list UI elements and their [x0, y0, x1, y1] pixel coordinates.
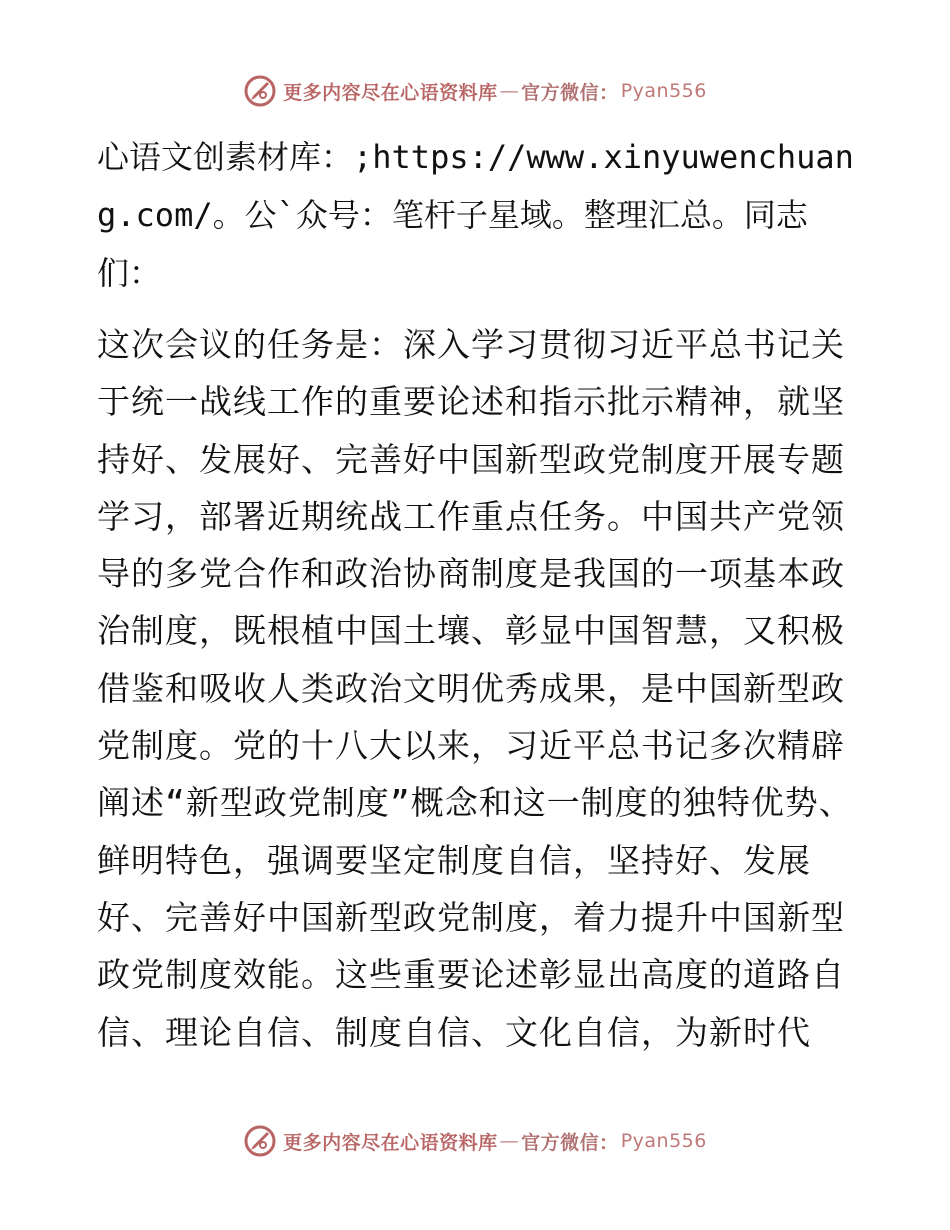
header-watermark: [0, 71, 950, 111]
brand-logo-icon: [243, 1124, 277, 1158]
watermark-wechat-label: 官方微信：: [521, 1131, 619, 1154]
watermark-separator: —: [499, 1130, 520, 1152]
watermark-wechat-id: Pyan556: [620, 1130, 707, 1152]
watermark-text: 更多内容尽在心语资料库: [283, 81, 498, 104]
body-paragraph: 这次会议的任务是：深入学习贯彻习近平总书记关于统一战线工作的重要论述和指示批示精神，就坚持好、发展好、完善好中国新型政党制度开展专题学习，部署近期统战工作重点任务。中国共产党领导的多党合作和政治协商制度是我国的一项基本政治制度，既根植中国土壤、彰显中国智慧，又积极借鉴和吸收人类政治文明优秀成果，是中国新型政党制度。党的十八大以来，习近平总书记多次精辟阐述“新型政党制度”概念和这一制度的独特优势、鲜明特色，强调要坚定制度自信，坚持好、发展好、完善好中国新型政党制度，着力提升中国新型政党制度效能。这些重要论述彰显出高度的道路自信、理论自信、制度自信、文化自信，为新时代: [97, 325, 853, 1052]
footer-watermark: [0, 1121, 950, 1161]
watermark-wechat-id: Pyan556: [620, 80, 707, 102]
brand-logo-icon: [243, 74, 277, 108]
intro-paragraph: 心语文创素材库：;https://www.xinyuwenchuang.com/。公`众号：笔杆子星域。整理汇总。同志们：: [97, 138, 854, 292]
watermark-text: 更多内容尽在心语资料库: [283, 1131, 498, 1154]
watermark-wechat-label: 官方微信：: [521, 81, 619, 104]
document-body: [97, 128, 857, 1061]
watermark-separator: —: [499, 80, 520, 102]
